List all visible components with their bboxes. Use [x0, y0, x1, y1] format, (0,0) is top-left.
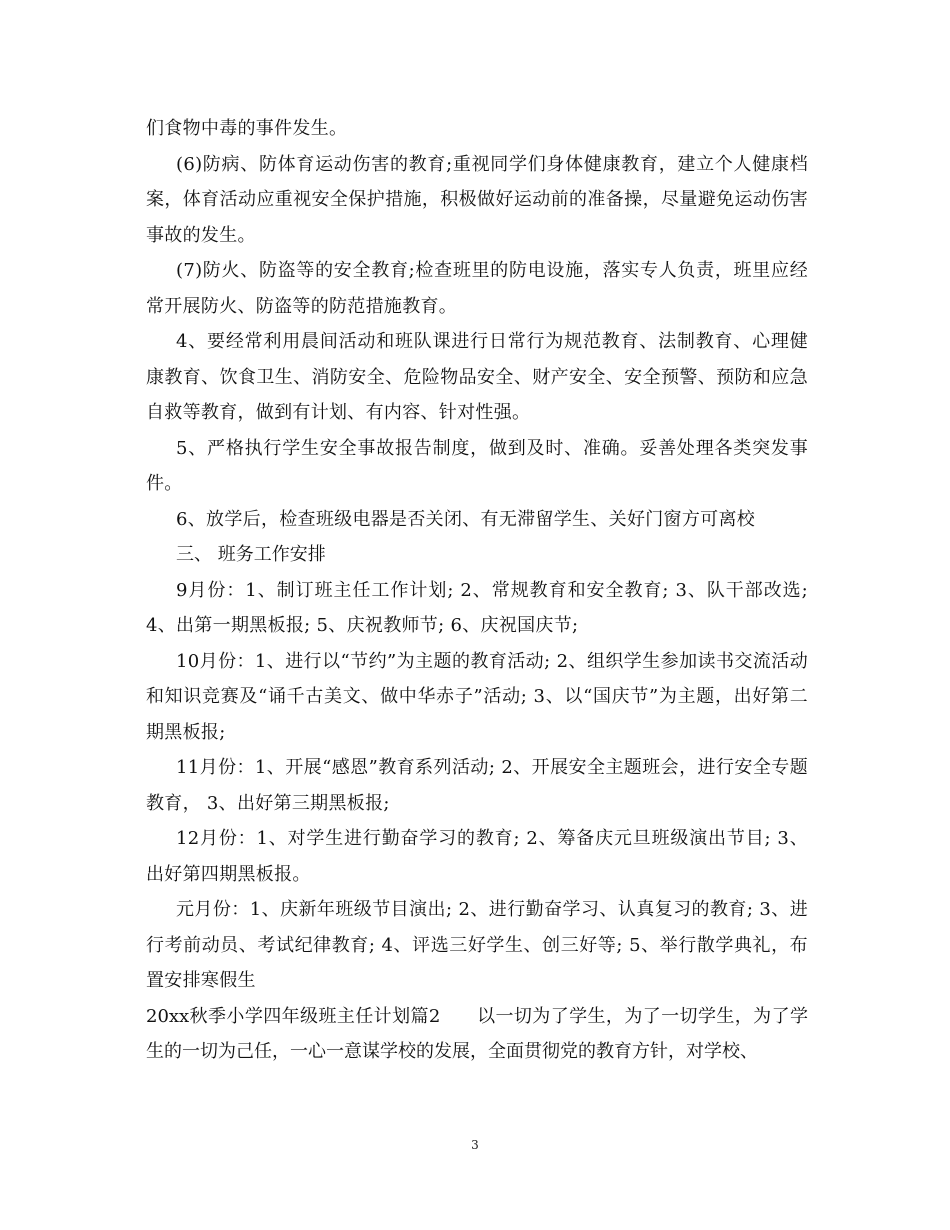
paragraph-item-6: 6、放学后，检查班级电器是否关闭、有无滞留学生、关好门窗方可离校: [176, 508, 756, 530]
schedule-october: 10月份：1、进行以“节约”为主题的教育活动; 2、组织学生参加读书交流活动和知识竞赛及“诵千古美文、做中华赤子”活动; 3、以“国庆节”为主题，出好第二期黑板报;: [146, 650, 808, 743]
page-number: 3: [471, 1138, 479, 1152]
paragraph-fire-theft-prevention: (7)防火、防盗等的安全教育;检查班里的防电设施，落实专人负责，班里应经常开展防火、防盗等的防范措施教育。: [146, 260, 808, 317]
schedule-november: 11月份：1、开展“感恩”教育系列活动; 2、开展安全主题班会，进行安全专题教育， 3、出好第三期黑板报;: [146, 757, 808, 814]
paragraph-continuation: 们食物中毒的事件发生。: [146, 118, 348, 139]
next-article-title: 20xx秋季小学四年级班主任计划篇2: [146, 1005, 441, 1027]
paragraph-item-5: 5、严格执行学生安全事故报告制度，做到及时、准确。妥善处理各类突发事件。: [146, 437, 808, 494]
title-spacer: [440, 1006, 477, 1027]
paragraph-item-4: 4、要经常利用晨间活动和班队课进行日常行为规范教育、法制教育、心理健康教育、饮食卫生、消防安全、危险物品安全、财产安全、安全预警、预防和应急自救等教育，做到有计划、有内容、针对性强。: [146, 331, 808, 423]
schedule-september: 9月份：1、制订班主任工作计划; 2、常规教育和安全教育; 3、队干部改选; 4、出第一期黑板报; 5、庆祝教师节; 6、庆祝国庆节;: [146, 579, 808, 636]
next-article: [146, 999, 808, 1070]
section-heading: 三、 班务工作安排: [176, 544, 326, 565]
document-body: [146, 111, 808, 1070]
schedule-december: 12月份：1、对学生进行勤奋学习的教育; 2、筹备庆元旦班级演出节目; 3、出好第四期黑板报。: [146, 828, 808, 885]
next-article-text: 以一切为了学生，为了一切学生，为了学生的一切为己任，一心一意谋学校的发展，全面贯彻党的教育方针，对学校、: [146, 1005, 808, 1062]
schedule-january: 元月份：1、庆新年班级节目演出; 2、进行勤奋学习、认真复习的教育; 3、进行考前动员、考试纪律教育; 4、评选三好学生、创三好等; 5、举行散学典礼，布置安排寒假生: [146, 899, 808, 991]
paragraph-disease-prevention: (6)防病、防体育运动伤害的教育;重视同学们身体健康教育，建立个人健康档案，体育活动应重视安全保护措施，积极做好运动前的准备操，尽量避免运动伤害事故的发生。: [146, 153, 808, 246]
